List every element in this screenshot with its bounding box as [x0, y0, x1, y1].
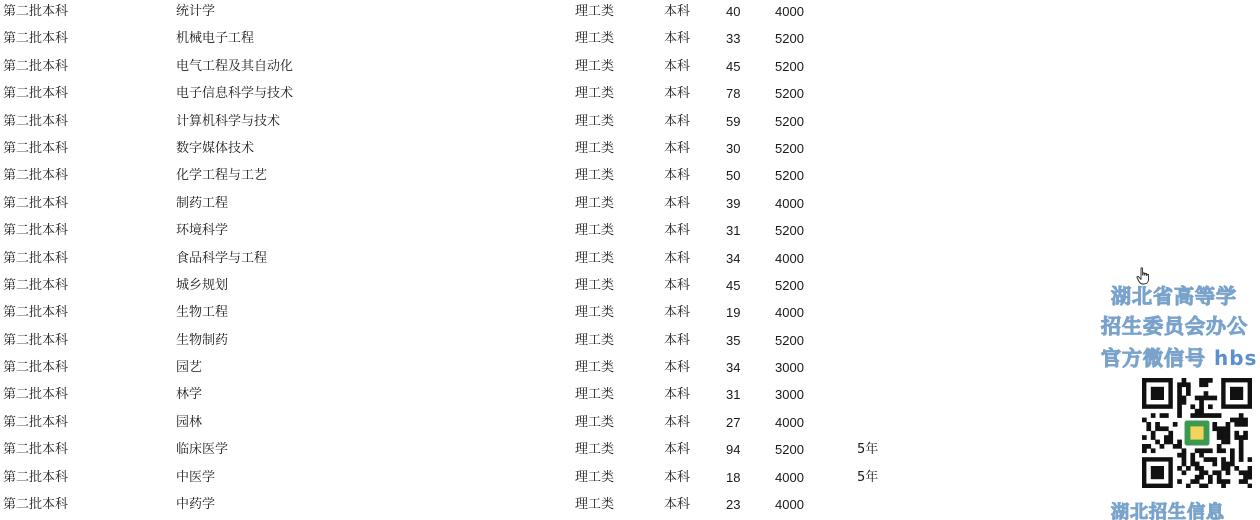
- fee-cell: 4000: [775, 4, 804, 19]
- category-cell: 理工类: [575, 305, 615, 321]
- batch-cell: 第二批本科: [3, 58, 69, 74]
- batch-cell: 第二批本科: [3, 140, 69, 156]
- category-cell: 理工类: [575, 58, 615, 74]
- major-cell: 生物工程: [176, 305, 229, 321]
- fee-cell: 5200: [775, 113, 804, 129]
- table-row: [0, 0, 1000, 27]
- level-cell: 本科: [664, 332, 691, 348]
- level-cell: 本科: [664, 414, 691, 430]
- count-cell: 45: [726, 277, 741, 293]
- count-cell: 34: [726, 360, 741, 376]
- count-cell: 39: [726, 195, 741, 211]
- category-cell: 理工类: [575, 360, 615, 376]
- category-cell: 理工类: [575, 250, 615, 266]
- category-cell: 理工类: [575, 332, 615, 348]
- major-cell: 电子信息科学与技术: [176, 86, 294, 102]
- table-row: [0, 27, 1000, 54]
- level-cell: 本科: [664, 168, 691, 184]
- fee-cell: 4000: [775, 469, 804, 485]
- fee-cell: 4000: [775, 414, 804, 430]
- fee-cell: 5200: [775, 332, 804, 348]
- ad-line-1: 湖北省高等学: [1111, 284, 1237, 308]
- category-cell: 理工类: [575, 86, 615, 102]
- level-cell: 本科: [664, 31, 691, 47]
- category-cell: 理工类: [575, 469, 615, 485]
- batch-cell: 第二批本科: [3, 305, 69, 321]
- table-row: [0, 466, 1000, 493]
- table-row: [0, 329, 1000, 356]
- batch-cell: 第二批本科: [3, 31, 69, 47]
- major-cell: 统计学: [176, 4, 216, 19]
- category-cell: 理工类: [575, 195, 615, 211]
- table-row: [0, 192, 1000, 219]
- level-cell: 本科: [664, 360, 691, 376]
- hand-cursor-icon: [1136, 267, 1152, 285]
- fee-cell: 5200: [775, 58, 804, 74]
- batch-cell: 第二批本科: [3, 113, 69, 129]
- ad-line-3: [1101, 342, 1257, 371]
- major-cell: 中医学: [176, 469, 216, 485]
- fee-cell: 4000: [775, 497, 804, 513]
- ad-line-4: 湖北招生信息: [1111, 502, 1225, 520]
- batch-cell: 第二批本科: [3, 4, 69, 19]
- count-cell: 59: [726, 113, 741, 129]
- count-cell: 94: [726, 442, 741, 458]
- batch-cell: 第二批本科: [3, 497, 69, 513]
- table-row: [0, 82, 1000, 109]
- note-cell: 5年: [857, 442, 879, 458]
- level-cell: 本科: [664, 195, 691, 211]
- level-cell: 本科: [664, 497, 691, 513]
- level-cell: 本科: [664, 86, 691, 102]
- fee-cell: 5200: [775, 140, 804, 156]
- category-cell: 理工类: [575, 442, 615, 458]
- batch-cell: 第二批本科: [3, 414, 69, 430]
- major-cell: 园林: [176, 414, 203, 430]
- category-cell: 理工类: [575, 4, 615, 19]
- fee-cell: 5200: [775, 442, 804, 458]
- category-cell: 理工类: [575, 223, 615, 239]
- count-cell: 31: [726, 387, 741, 403]
- major-cell: 园艺: [176, 360, 203, 376]
- count-cell: 30: [726, 140, 741, 156]
- batch-cell: 第二批本科: [3, 442, 69, 458]
- major-cell: 中药学: [176, 497, 216, 513]
- level-cell: 本科: [664, 4, 691, 19]
- table-row: [0, 383, 1000, 410]
- table-row: [0, 411, 1000, 438]
- batch-cell: 第二批本科: [3, 223, 69, 239]
- batch-cell: 第二批本科: [3, 387, 69, 403]
- table-row: [0, 219, 1000, 246]
- count-cell: 23: [726, 497, 741, 513]
- major-cell: 电气工程及其自动化: [176, 58, 294, 74]
- wechat-handle: hbs: [1213, 346, 1258, 370]
- table-row: [0, 493, 1000, 520]
- major-cell: 机械电子工程: [176, 31, 255, 47]
- level-cell: 本科: [664, 58, 691, 74]
- fee-cell: 3000: [775, 360, 804, 376]
- fee-cell: 5200: [775, 168, 804, 184]
- level-cell: 本科: [664, 250, 691, 266]
- ad-line-3-prefix: 官方微信号: [1101, 346, 1214, 370]
- category-cell: 理工类: [575, 168, 615, 184]
- batch-cell: 第二批本科: [3, 469, 69, 485]
- count-cell: 78: [726, 86, 741, 102]
- count-cell: 19: [726, 305, 741, 321]
- major-cell: 制药工程: [176, 195, 229, 211]
- category-cell: 理工类: [575, 277, 615, 293]
- count-cell: 27: [726, 414, 741, 430]
- count-cell: 50: [726, 168, 741, 184]
- fee-cell: 4000: [775, 195, 804, 211]
- fee-cell: 5200: [775, 31, 804, 47]
- category-cell: 理工类: [575, 497, 615, 513]
- level-cell: 本科: [664, 140, 691, 156]
- major-cell: 化学工程与工艺: [176, 168, 268, 184]
- category-cell: 理工类: [575, 414, 615, 430]
- qr-code: [1142, 378, 1252, 488]
- level-cell: 本科: [664, 469, 691, 485]
- category-cell: 理工类: [575, 140, 615, 156]
- major-cell: 林学: [176, 387, 203, 403]
- batch-cell: 第二批本科: [3, 86, 69, 102]
- level-cell: 本科: [664, 277, 691, 293]
- table-row: [0, 137, 1000, 164]
- table-row: [0, 274, 1000, 301]
- major-cell: 计算机科学与技术: [176, 113, 281, 129]
- fee-cell: 5200: [775, 86, 804, 102]
- level-cell: 本科: [664, 387, 691, 403]
- major-cell: 环境科学: [176, 223, 229, 239]
- count-cell: 31: [726, 223, 741, 239]
- fee-cell: 5200: [775, 277, 804, 293]
- major-cell: 食品科学与工程: [176, 250, 268, 266]
- fee-cell: 4000: [775, 250, 804, 266]
- table-row: [0, 438, 1000, 465]
- category-cell: 理工类: [575, 31, 615, 47]
- table-row: [0, 55, 1000, 82]
- count-cell: 45: [726, 58, 741, 74]
- count-cell: 33: [726, 31, 741, 47]
- major-cell: 数字媒体技术: [176, 140, 255, 156]
- table-row: [0, 301, 1000, 328]
- level-cell: 本科: [664, 442, 691, 458]
- table-row: [0, 110, 1000, 137]
- table-row: [0, 247, 1000, 274]
- note-cell: 5年: [857, 469, 879, 485]
- batch-cell: 第二批本科: [3, 360, 69, 376]
- table-row: [0, 356, 1000, 383]
- count-cell: 18: [726, 469, 741, 485]
- fee-cell: 3000: [775, 387, 804, 403]
- level-cell: 本科: [664, 113, 691, 129]
- batch-cell: 第二批本科: [3, 250, 69, 266]
- fee-cell: 5200: [775, 223, 804, 239]
- count-cell: 34: [726, 250, 741, 266]
- level-cell: 本科: [664, 223, 691, 239]
- category-cell: 理工类: [575, 387, 615, 403]
- category-cell: 理工类: [575, 113, 615, 129]
- major-cell: 城乡规划: [176, 277, 229, 293]
- major-cell: 临床医学: [176, 442, 229, 458]
- ad-line-2: 招生委员会办公: [1101, 314, 1248, 338]
- batch-cell: 第二批本科: [3, 277, 69, 293]
- count-cell: 35: [726, 332, 741, 348]
- wechat-ad-panel: [1095, 270, 1260, 520]
- table-row: [0, 164, 1000, 191]
- level-cell: 本科: [664, 305, 691, 321]
- fee-cell: 4000: [775, 305, 804, 321]
- batch-cell: 第二批本科: [3, 168, 69, 184]
- major-cell: 生物制药: [176, 332, 229, 348]
- batch-cell: 第二批本科: [3, 332, 69, 348]
- batch-cell: 第二批本科: [3, 195, 69, 211]
- count-cell: 40: [726, 4, 741, 19]
